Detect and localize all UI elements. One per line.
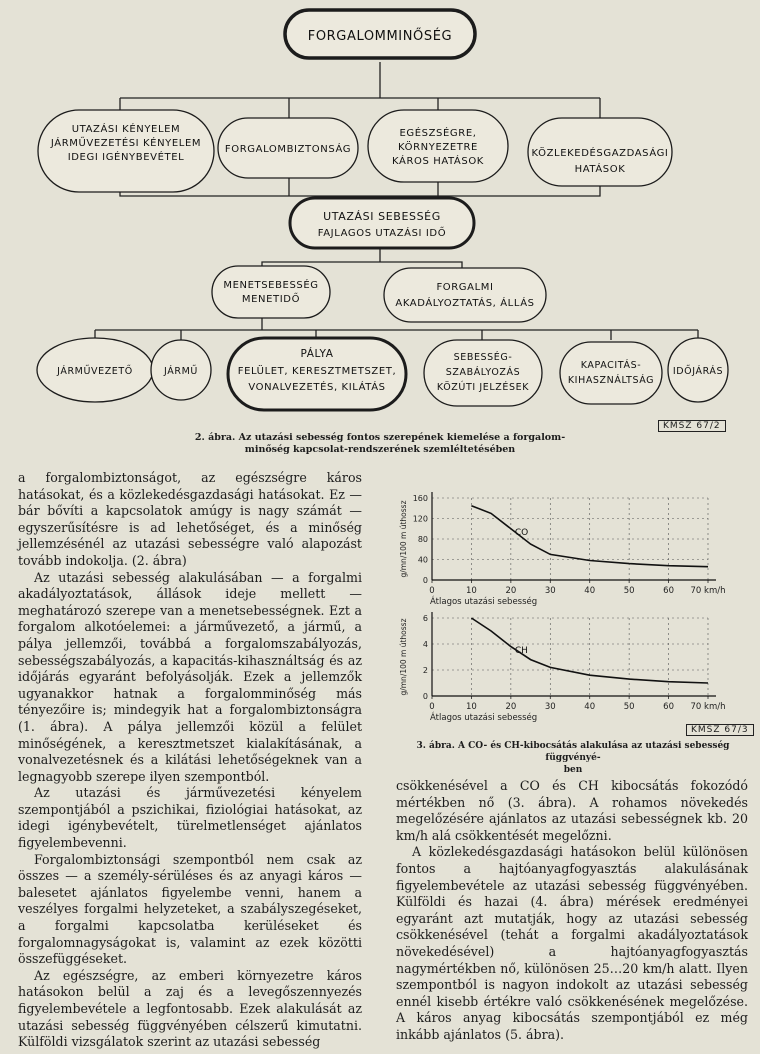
y-tick-label: 40 bbox=[417, 555, 428, 565]
node-label: KIHASZNÁLTSÁG bbox=[567, 375, 655, 386]
figure-3-caption bbox=[392, 740, 754, 776]
x-tick-label: 30 bbox=[544, 586, 556, 596]
node-label: FORGALOMBIZTONSÁG bbox=[224, 144, 352, 155]
x-tick-label: 30 bbox=[544, 702, 556, 712]
node-label: KÁROS HATÁSOK bbox=[392, 156, 484, 167]
y-tick-label: 4 bbox=[422, 640, 428, 649]
node-label: MENETSEBESSÉG bbox=[223, 280, 319, 291]
node-label: EGÉSZSÉGRE, bbox=[399, 128, 477, 139]
x-tick-label: 70 km/h bbox=[690, 586, 726, 596]
x-tick-label: 40 bbox=[584, 702, 596, 712]
y-tick-label: 160 bbox=[412, 494, 428, 503]
x-tick-label: 40 bbox=[584, 586, 596, 596]
node-label: KAPACITÁS- bbox=[580, 360, 642, 371]
series-label-ch: CH bbox=[514, 646, 528, 657]
node-utazasi-kenyelem bbox=[38, 110, 214, 192]
figure-2-caption bbox=[150, 432, 610, 456]
x-tick-label: 20 bbox=[505, 586, 517, 596]
series-label-co: CO bbox=[514, 527, 529, 538]
right-column bbox=[396, 778, 748, 1044]
caption-line: 2. ábra. Az utazási sebesség fontos szerepének kiemelése a forgalom- bbox=[194, 432, 566, 443]
node-label: KÖZÚTI JELZÉSEK bbox=[436, 382, 530, 393]
node-label: IDEGI IGÉNYBEVÉTEL bbox=[67, 152, 185, 163]
figure-code: KMSZ 67/2 bbox=[658, 420, 726, 432]
relationship-diagram bbox=[0, 0, 760, 455]
left-column bbox=[18, 470, 362, 1051]
node-label: SEBESSÉG- bbox=[453, 352, 513, 363]
node-label: UTAZÁSI KÉNYELEM bbox=[71, 124, 181, 135]
x-tick-label: 0 bbox=[429, 586, 435, 596]
x-tick-label: 10 bbox=[466, 702, 477, 712]
node-forgalmi-akadalyoztatas bbox=[384, 268, 546, 322]
node-label: MENETIDŐ bbox=[241, 294, 301, 305]
node-utazasi-sebesseg bbox=[290, 198, 474, 248]
y-tick-label: 0 bbox=[422, 576, 428, 585]
y-tick-label: 80 bbox=[417, 535, 428, 544]
node-label: JÁRMŰ bbox=[164, 366, 198, 377]
caption-line: minőség kapcsolat-rendszerének szemléltetésében bbox=[244, 444, 516, 455]
node-label: FORGALMI bbox=[436, 282, 494, 293]
paragraph: csökkenésével a CO és CH kibocsátás fokozódó mértékben nő (3. ábra). A rohamos növekedés megelőzésére ajánlatos az utazási sebességnek kb. 20 km/h alá csökkentését megelőzni. bbox=[396, 778, 748, 843]
node-label: HATÁSOK bbox=[574, 164, 626, 175]
y-tick-label: 6 bbox=[422, 614, 428, 623]
y-tick-label: 120 bbox=[412, 514, 428, 524]
paragraph: Az utazási sebesség alakulásában — a forgalmi akadályoztatások, állások ideje mellett — meghatározó szerepe van a menetsebességnek. Ezt a forgalom alkotóelemei: a járművezető, a jármű, a pálya jellemzői, továbbá a forgalomszabályozás, sebességszabályozás, a kapacitás-kihasználtság és az időjárás egyaránt befolyásolják. Ezek a jellemzők ugyanakkor hatnak a forgalomminőség más tényezőire is; mindegyik hat a forgalombiztonságra (1. ábra). A pálya jellemzői közül a felület minőségének, a keresztmetszet kialakításának, a vonalvezetésnek és a kilátási lehetőségeknek van a legnagyobb szerepe ilyen szempontból. bbox=[18, 569, 362, 784]
y-axis-label: g/mn/100 m úthossz bbox=[399, 618, 408, 696]
paragraph: Az utazási és járművezetési kényelem szempontjából a pszichikai, fiziológiai hatásokat, az idegi igénybevételt, türelmetlenséget ajánlatos figyelembevenni. bbox=[18, 785, 362, 851]
x-tick-label: 70 km/h bbox=[690, 702, 726, 712]
x-tick-label: 50 bbox=[623, 702, 635, 712]
y-tick-label: 0 bbox=[422, 692, 428, 701]
node-label: KÖRNYEZETRE bbox=[398, 142, 478, 153]
node-label: JÁRMŰVEZETÉSI KÉNYELEM bbox=[50, 138, 202, 149]
x-tick-label: 20 bbox=[505, 702, 517, 712]
caption-line: 3. ábra. A CO- és CH-kibocsátás alakulása az utazási sebesség függvényé- bbox=[416, 741, 730, 763]
x-tick-label: 0 bbox=[429, 702, 435, 712]
y-tick-label: 2 bbox=[422, 666, 428, 675]
emission-charts bbox=[390, 488, 750, 744]
node-menetsebesseg bbox=[212, 266, 330, 318]
x-tick-label: 60 bbox=[663, 702, 674, 712]
node-label: PÁLYA bbox=[300, 348, 334, 360]
x-axis-label: Átlagos utazási sebesség bbox=[430, 597, 538, 607]
paragraph: A közlekedésgazdasági hatásokon belül különösen fontos a hajtóanyagfogyasztás alakulásának figyelembevétele az utazási sebesség függvényében. Külföldi és hazai (4. ábra) mérések eredményei egyaránt azt mutatják, hogy az utazási sebesség csökkenésével (tehát a forgalmi akadályoztatások növekedésével) a hajtóanyagfogyasztás nagymértékben nő, különösen 25…20 km/h alatt. Ilyen szempontból is nagyon indokolt az utazási sebesség ennél kisebb értékre való csökkenésének megelőzése. A káros anyag kibocsátás szempontjából ez még inkább ajánlatos (5. ábra). bbox=[396, 844, 748, 1042]
node-label: KÖZLEKEDÉSGAZDASÁGI bbox=[531, 148, 669, 159]
paragraph: Az egészségre, az emberi környezetre káros hatásokon belül a zaj és a levegőszennyezés figyelembevétele a legfontosabb. Ezek alakulását az utazási sebesség függvényében célszerű kimutatni. Külföldi vizsgálatok szerint az utazási sebesség bbox=[18, 967, 362, 1050]
node-label: FAJLAGOS UTAZÁSI IDŐ bbox=[317, 228, 447, 239]
paragraph: Forgalombiztonsági szempontból nem csak az összes — a személy-sérüléses és az anyagi káros — balesetet ajánlatos figyelembe venni, hanem a veszélyes forgalmi helyzeteket, a szabályszegéseket, a forgalmi kapcsolatba kerüléseket és forgalomnagyságokat is, valamint az ezek közötti összefüggéseket. bbox=[18, 851, 362, 967]
caption-line: ben bbox=[563, 765, 583, 775]
node-label: JÁRMŰVEZETŐ bbox=[57, 366, 133, 377]
node-label: IDŐJÁRÁS bbox=[672, 366, 724, 377]
paragraph: a forgalombiztonságot, az egészségre káros hatásokat, és a közlekedésgazdasági hatásokat. Ez — bár bővíti a kapcsolatok amúgy is nagy számát — egyszerűsítésre is ad lehetőséget, és a minőség jellemzésénél az utazási sebességre való alapozást tovább indokolja. (2. ábra) bbox=[18, 470, 362, 568]
x-tick-label: 10 bbox=[466, 586, 477, 596]
node-label: VONALVEZETÉS, KILÁTÁS bbox=[248, 382, 386, 393]
node-top-label: FORGALOMMINŐSÉG bbox=[307, 29, 453, 44]
node-label: FELÜLET, KERESZTMETSZET, bbox=[237, 366, 397, 377]
node-kapacitas bbox=[560, 342, 662, 404]
x-tick-label: 60 bbox=[663, 586, 674, 596]
y-axis-label: g/mn/100 m úthossz bbox=[399, 500, 408, 578]
node-label: AKADÁLYOZTATÁS, ÁLLÁS bbox=[395, 298, 535, 309]
node-label: SZABÁLYOZÁS bbox=[445, 367, 521, 378]
chart-code: KMSZ 67/3 bbox=[686, 724, 754, 736]
node-label: UTAZÁSI SEBESSÉG bbox=[323, 210, 441, 223]
x-axis-label: Átlagos utazási sebesség bbox=[430, 713, 538, 723]
x-tick-label: 50 bbox=[623, 586, 635, 596]
